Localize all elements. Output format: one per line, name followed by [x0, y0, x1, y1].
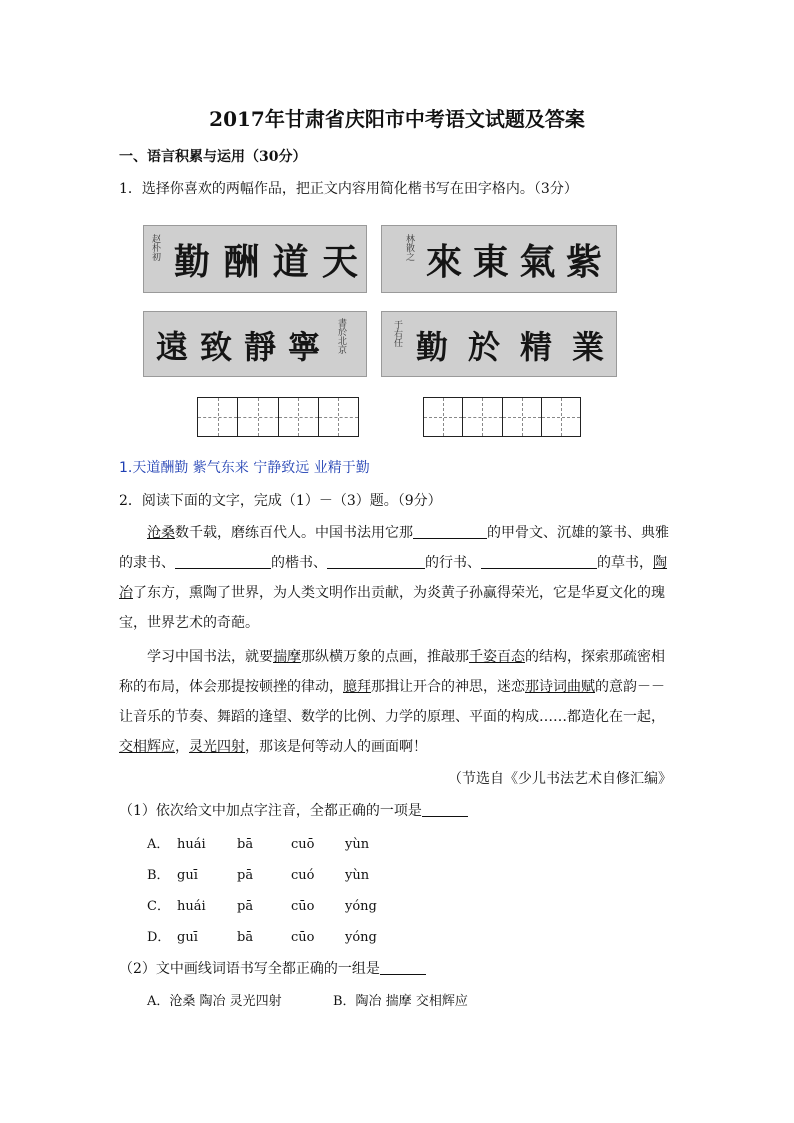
pinyin: bā	[237, 930, 254, 945]
underlined-word: 灵光四射	[189, 739, 245, 755]
underlined-word: 揣摩	[273, 649, 301, 665]
passage-text: 了东方，熏陶了世界，为人类文明作出贡献，为炎黄子孙赢得荣光，它是华夏文化的瑰	[133, 585, 665, 601]
passage-text: 数千载，磨练百代人。中国书法用它那	[175, 525, 413, 541]
subquestion-text: （2）文中画线词语书写全都正确的一组是	[119, 961, 380, 977]
calligraphy-char: 致	[199, 328, 232, 366]
underlined-word: 陶	[653, 555, 667, 571]
calligraphy-char: 寧	[287, 328, 320, 366]
passage-line	[119, 582, 665, 602]
option-b[interactable]	[147, 864, 369, 883]
calligraphy-char: 遠	[156, 328, 189, 366]
passage-text: 那揖让开合的神思，迷恋	[371, 679, 525, 695]
option-label: D．	[147, 930, 171, 945]
pinyin: pā	[237, 899, 254, 914]
passage-text: 那纵横万象的点画，推敲那	[301, 649, 469, 665]
calligraphy-char: 勤	[416, 328, 449, 366]
calligraphy-char: 於	[467, 328, 500, 366]
pinyin: yùn	[345, 837, 370, 852]
subquestion-2	[119, 958, 426, 978]
underlined-word: 沧桑	[147, 525, 175, 541]
pinyin: huái	[177, 899, 206, 914]
pinyin: cuó	[291, 868, 315, 883]
question-1: 1．选择你喜欢的两幅作品，把正文内容用简化楷书写在田字格内。（3分）	[119, 181, 578, 197]
pinyin: cūo	[291, 930, 315, 945]
calligraphy-char: 業	[571, 328, 604, 366]
fill-blank[interactable]	[413, 524, 487, 539]
panel-text	[174, 230, 358, 288]
section-heading: 一、语言积累与运用（30分）	[119, 149, 307, 165]
pinyin: cuō	[291, 837, 315, 852]
calligraphy-char: 精	[519, 328, 552, 366]
passage-line	[147, 522, 669, 542]
option-row	[147, 990, 468, 1009]
pinyin: yóng	[345, 930, 377, 945]
answer-text: 1.天道酬勤 紫气东来 宁静致远 业精于勤	[119, 460, 370, 476]
passage-line	[119, 736, 427, 756]
passage-text: 的草书，	[597, 555, 653, 571]
underlined-word: 千姿百态	[469, 649, 525, 665]
passage-line	[119, 552, 667, 572]
answer-blank[interactable]	[422, 802, 468, 817]
option-d[interactable]	[147, 926, 377, 945]
pinyin: pā	[237, 868, 254, 883]
option-c[interactable]	[147, 895, 377, 914]
passage-text: ，	[175, 739, 189, 755]
pinyin: guī	[177, 868, 198, 883]
pinyin: yùn	[345, 868, 370, 883]
calligraphy-char: 道	[272, 240, 309, 283]
calligraphy-figure	[119, 203, 637, 445]
underlined-word: 交相辉应	[119, 739, 175, 755]
option-a[interactable]: A．沧桑 陶冶 灵光四射	[147, 994, 282, 1009]
panel-signature: 林散之	[404, 234, 414, 261]
option-b[interactable]: B．陶冶 揣摩 交相辉应	[333, 994, 468, 1009]
calligraphy-panel-1	[143, 225, 367, 293]
calligraphy-char: 東	[472, 240, 509, 283]
calligraphy-panel-3	[143, 311, 367, 377]
pinyin: huái	[177, 837, 206, 852]
option-label: A．	[147, 837, 170, 852]
option-label: B．	[147, 868, 170, 883]
underlined-word: 冶	[119, 585, 133, 601]
panel-text	[426, 230, 602, 288]
passage-line: 宝，世界艺术的奇葩。	[119, 615, 259, 631]
calligraphy-char: 氣	[519, 240, 556, 283]
passage-text: 称的布局，体会那提按顿挫的律动，	[119, 679, 343, 695]
question-2: 2．阅读下面的文字，完成（1）－（3）题。（9分）	[119, 493, 442, 509]
calligraphy-char: 天	[321, 240, 358, 283]
passage-text: 学习中国书法，就要	[147, 649, 273, 665]
calligraphy-char: 來	[426, 240, 463, 283]
calligraphy-char: 勤	[174, 240, 211, 283]
option-a[interactable]	[147, 833, 369, 852]
subquestion-1	[119, 800, 468, 820]
passage-text: 的意韵－－	[595, 679, 665, 695]
passage-text: 的甲骨文、沉雄的篆书、典雅	[487, 525, 669, 541]
panel-signature: 于右任	[392, 320, 402, 347]
calligraphy-char: 酬	[223, 240, 260, 283]
passage-text: 的结构，探索那疏密相	[525, 649, 665, 665]
calligraphy-panel-2	[381, 225, 617, 293]
passage-line: 让音乐的节奏、舞蹈的逢望、数学的比例、力学的原理、平面的构成……都造化在一起，	[119, 709, 665, 725]
pinyin: guī	[177, 930, 198, 945]
panel-text	[416, 318, 604, 372]
passage-text: 的隶书、	[119, 555, 175, 571]
pinyin: bā	[237, 837, 254, 852]
writing-grid-right[interactable]	[423, 397, 581, 437]
option-label: C．	[147, 899, 170, 914]
document-title: 2017年甘肃省庆阳市中考语文试题及答案	[209, 107, 585, 131]
passage-text: 的行书、	[425, 555, 481, 571]
writing-grid-left[interactable]	[197, 397, 359, 437]
calligraphy-char: 紫	[565, 240, 602, 283]
pinyin: yóng	[345, 899, 377, 914]
fill-blank[interactable]	[481, 554, 597, 569]
passage-line	[147, 646, 665, 666]
fill-blank[interactable]	[327, 554, 425, 569]
calligraphy-panel-4	[381, 311, 617, 377]
underlined-word: 臆拜	[343, 679, 371, 695]
answer-blank[interactable]	[380, 960, 426, 975]
source-citation: （节选自《少儿书法艺术自修汇编》	[448, 771, 672, 787]
panel-text	[156, 318, 320, 372]
pinyin: cūo	[291, 899, 315, 914]
panel-signature: 赵朴初	[150, 234, 160, 261]
passage-text: ，那该是何等动人的画面啊！	[245, 739, 427, 755]
underlined-word: 那诗词曲赋	[525, 679, 595, 695]
calligraphy-char: 靜	[243, 328, 276, 366]
fill-blank[interactable]	[175, 554, 271, 569]
panel-signature: 書於北京	[336, 318, 346, 354]
subquestion-text: （1）依次给文中加点字注音，全都正确的一项是	[119, 803, 422, 819]
passage-text: 的楷书、	[271, 555, 327, 571]
passage-line	[119, 676, 665, 696]
